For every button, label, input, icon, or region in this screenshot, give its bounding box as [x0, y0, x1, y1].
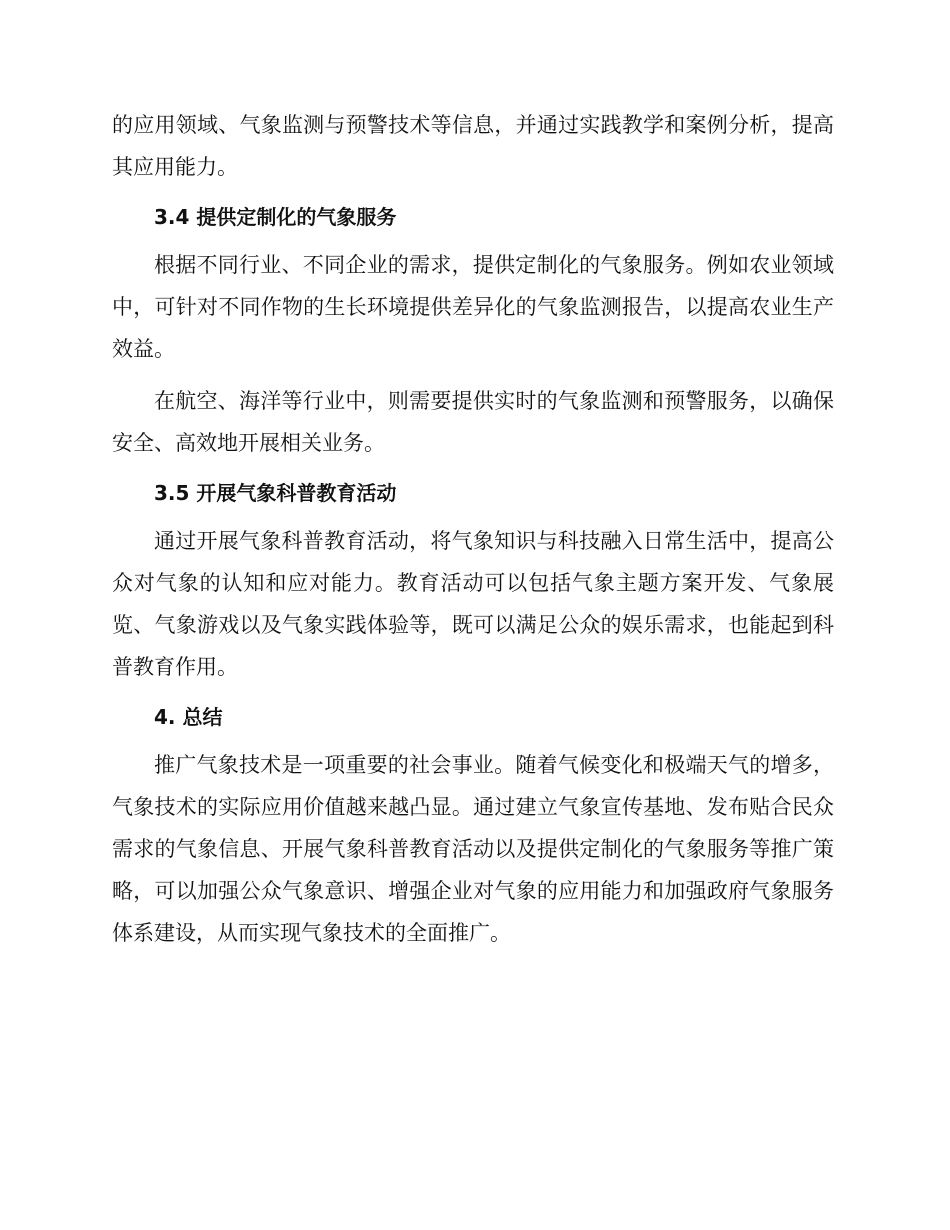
paragraph-intro-continued: 的应用领域、气象监测与预警技术等信息，并通过实践教学和案例分析，提高其应用能力。 [112, 113, 834, 179]
section-heading-3-5: 3.5 开展气象科普教育活动 [154, 481, 397, 505]
document-page [112, 104, 834, 954]
paragraph-4-summary: 推广气象技术是一项重要的社会事业。随着气候变化和极端天气的增多，气象技术的实际应用价值越来越凸显。通过建立气象宣传基地、发布贴合民众需求的气象信息、开展气象科普教育活动以及提供定制化的气象服务等推广策略，可以加强公众气象意识、增强企业对气象的应用能力和加强政府气象服务体系建设，从而实现气象技术的全面推广。 [112, 753, 834, 945]
section-heading-4-summary: 4. 总结 [154, 705, 223, 729]
section-heading-3-4: 3.4 提供定制化的气象服务 [154, 205, 397, 229]
paragraph-3-4-aviation-marine: 在航空、海洋等行业中，则需要提供实时的气象监测和预警服务，以确保安全、高效地开展相关业务。 [112, 389, 834, 455]
paragraph-3-5-education: 通过开展气象科普教育活动，将气象知识与科技融入日常生活中，提高公众对气象的认知和应对能力。教育活动可以包括气象主题方案开发、气象展览、气象游戏以及气象实践体验等，既可以满足公众的娱乐需求，也能起到科普教育作用。 [112, 529, 834, 679]
paragraph-3-4-customized-services: 根据不同行业、不同企业的需求，提供定制化的气象服务。例如农业领域中，可针对不同作物的生长环境提供差异化的气象监测报告，以提高农业生产效益。 [112, 253, 834, 361]
